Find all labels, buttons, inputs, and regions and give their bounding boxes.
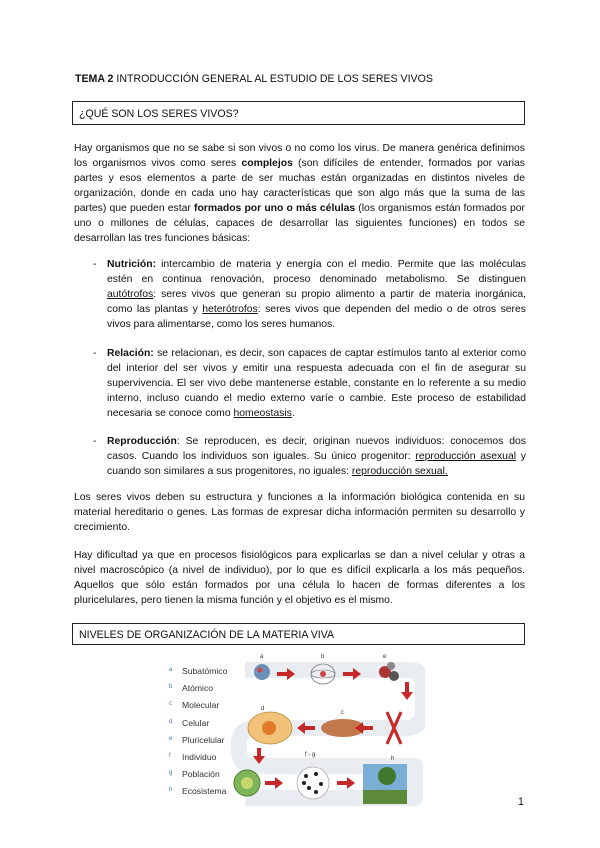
level-item <box>165 786 245 803</box>
label-a: a <box>260 654 264 660</box>
autotrofos-term: autótrofos <box>107 289 154 300</box>
level-name: Atómico <box>182 683 214 694</box>
difficulty-paragraph: Hay dificultad ya que en procesos fisiológicos para explicarlas se dan a nivel celular y otras a nivel macroscópico (a nivel de individuo), por lo que es difícil explicarla a los más pequeños. Aquellos que sólo están formados por una célula lo hacen de formas diferentes a los pluricelulares, pero tienen la misma función y el objetivo es el mismo. <box>74 550 525 606</box>
level-item <box>165 769 245 786</box>
cell-nucleus <box>262 721 276 735</box>
level-item <box>165 752 245 769</box>
label-fg: f - g <box>305 752 316 758</box>
molecule-atom <box>389 671 399 681</box>
level-name: Molecular <box>182 700 220 711</box>
organism-dot <box>304 774 308 778</box>
level-letter: c <box>169 701 172 708</box>
intro-text-1: Hay organismos que no se sabe si son vivos o no como los virus. De manera genérica definimos los organismos vivos como seres <box>74 143 525 169</box>
intro-text-3: (los organismos están formados por uno o millones de células, capaces de desarrollar las siguientes funciones) en todos se desarrollan las tres funciones básicas: <box>74 203 525 244</box>
reproduccion-sexual-term: reproducción sexual. <box>351 466 448 477</box>
homeostasis-term: homeostasis <box>233 408 292 419</box>
document-title <box>75 73 433 85</box>
organism-dot <box>314 790 318 794</box>
section-heading-box <box>72 101 525 125</box>
reproduccion-text-2: y cuando son similares a sus progenitores, no iguales: <box>107 451 526 477</box>
heterotrofos-term: heterótrofos <box>202 304 258 315</box>
levels-legend <box>165 666 245 804</box>
level-name: Individuo <box>182 751 217 762</box>
level-item <box>165 683 245 700</box>
relacion-label: Relación: <box>107 348 154 359</box>
relacion-text-2: . <box>291 408 295 419</box>
population-image <box>297 767 329 799</box>
atom-nucleus <box>320 671 326 677</box>
relacion-text-1: se relacionan, es decir, son capaces de captar estímulos tanto al exterior como del interior del ser vivos y emitir una respuesta adecuada con el fin de asegurar su supervivencia. El ser vivo debe mantenerse estable, constante en lo referente a su medio interno, incluso cuando el medio externo varíe o cambie. Este proceso de estabilidad necesaria se conoce como <box>107 348 526 419</box>
label-e: e <box>383 654 387 660</box>
intro-paragraph <box>74 141 525 246</box>
level-item <box>165 735 245 752</box>
level-name: Ecosistema <box>182 786 227 797</box>
level-item <box>165 718 245 735</box>
level-letter: e <box>169 735 173 742</box>
level-letter: a <box>169 667 173 673</box>
level-name: Subatómico <box>182 666 228 676</box>
list-item-relacion <box>93 346 526 421</box>
arrow <box>337 777 355 789</box>
organism-dot <box>314 772 318 776</box>
section-heading: ¿QUÉ SON LOS SERES VIVOS? <box>79 108 239 120</box>
level-name: Población <box>182 769 220 780</box>
page-number: 1 <box>518 796 524 808</box>
nutricion-text-2: : seres vivos que generan su propio alimento a partir de materia inorgánica, como las plantas y <box>107 289 526 315</box>
level-letter: f <box>169 752 171 759</box>
label-h: h <box>391 756 395 762</box>
intro-text-2: (son difíciles de entender, formados por varias partes y esos elementos a parte de ser muchas están organizadas en distintos niveles de organización, donde en cada uno hay características que son algo más que la suma de las partes) que pueden estar <box>74 158 525 214</box>
organization-levels-figure <box>165 648 425 810</box>
ecosystem-ground <box>363 790 407 804</box>
genes-paragraph: Los seres vivos deben su estructura y funciones a la información biológica contenida en su material hereditario o genes. Las formas de expresar dicha información permiten su desarrollo y crecimiento. <box>74 492 525 533</box>
level-name: Celular <box>182 717 210 728</box>
organism-dot <box>319 782 323 786</box>
reproduccion-label: Reproducción <box>107 436 177 447</box>
list-item-nutricion <box>93 257 526 332</box>
organism-dot <box>307 786 311 790</box>
title-text: INTRODUCCIÓN GENERAL AL ESTUDIO DE LOS SERES VIVOS <box>116 73 433 85</box>
bullet-dash: - <box>93 436 97 447</box>
level-letter: d <box>169 718 173 725</box>
section-heading: NIVELES DE ORGANIZACIÓN DE LA MATERIA VIVA <box>79 629 335 641</box>
level-letter: g <box>169 770 173 777</box>
section-heading-box <box>72 623 525 645</box>
subatomic-image <box>254 664 270 680</box>
label-c: c <box>341 710 344 716</box>
nutricion-text-1: intercambio de materia y energía con el medio. Permite que las moléculas estén en continua renovación, proceso denominado metabolismo. Se distinguen <box>107 259 526 285</box>
nutricion-label: Nutrición: <box>107 259 157 270</box>
label-d: d <box>261 706 265 712</box>
level-item <box>165 666 245 683</box>
label-b: b <box>321 654 325 660</box>
molecule-atom <box>387 662 395 670</box>
level-name: Pluricelular <box>182 734 225 745</box>
organism-dot <box>302 781 306 785</box>
level-letter: b <box>169 684 173 691</box>
reproduccion-asexual-term: reproducción asexual <box>415 451 517 462</box>
intro-bold-2: formados por uno o más células <box>193 203 356 214</box>
bullet-dash: - <box>93 259 97 270</box>
ecosystem-tree <box>378 767 396 785</box>
bullet-dash: - <box>93 348 97 359</box>
list-item-reproduccion <box>93 434 526 479</box>
level-item <box>165 700 245 717</box>
level-letter: h <box>169 787 173 794</box>
particle-dot <box>258 668 263 673</box>
tema-label: TEMA 2 <box>75 73 114 85</box>
arrow <box>401 682 413 700</box>
intro-bold-1: complejos <box>241 158 293 169</box>
nutricion-text-3: : seres vivos que dependen del medio o de otros seres vivos para alimentarse, como los seres humanos. <box>107 304 526 330</box>
reproduccion-text-1: : Se reproducen, es decir, originan nuevos individuos: conocemos dos casos. Cuando los individuos son iguales. Su único progenitor: <box>107 436 526 462</box>
arrow <box>265 777 283 789</box>
